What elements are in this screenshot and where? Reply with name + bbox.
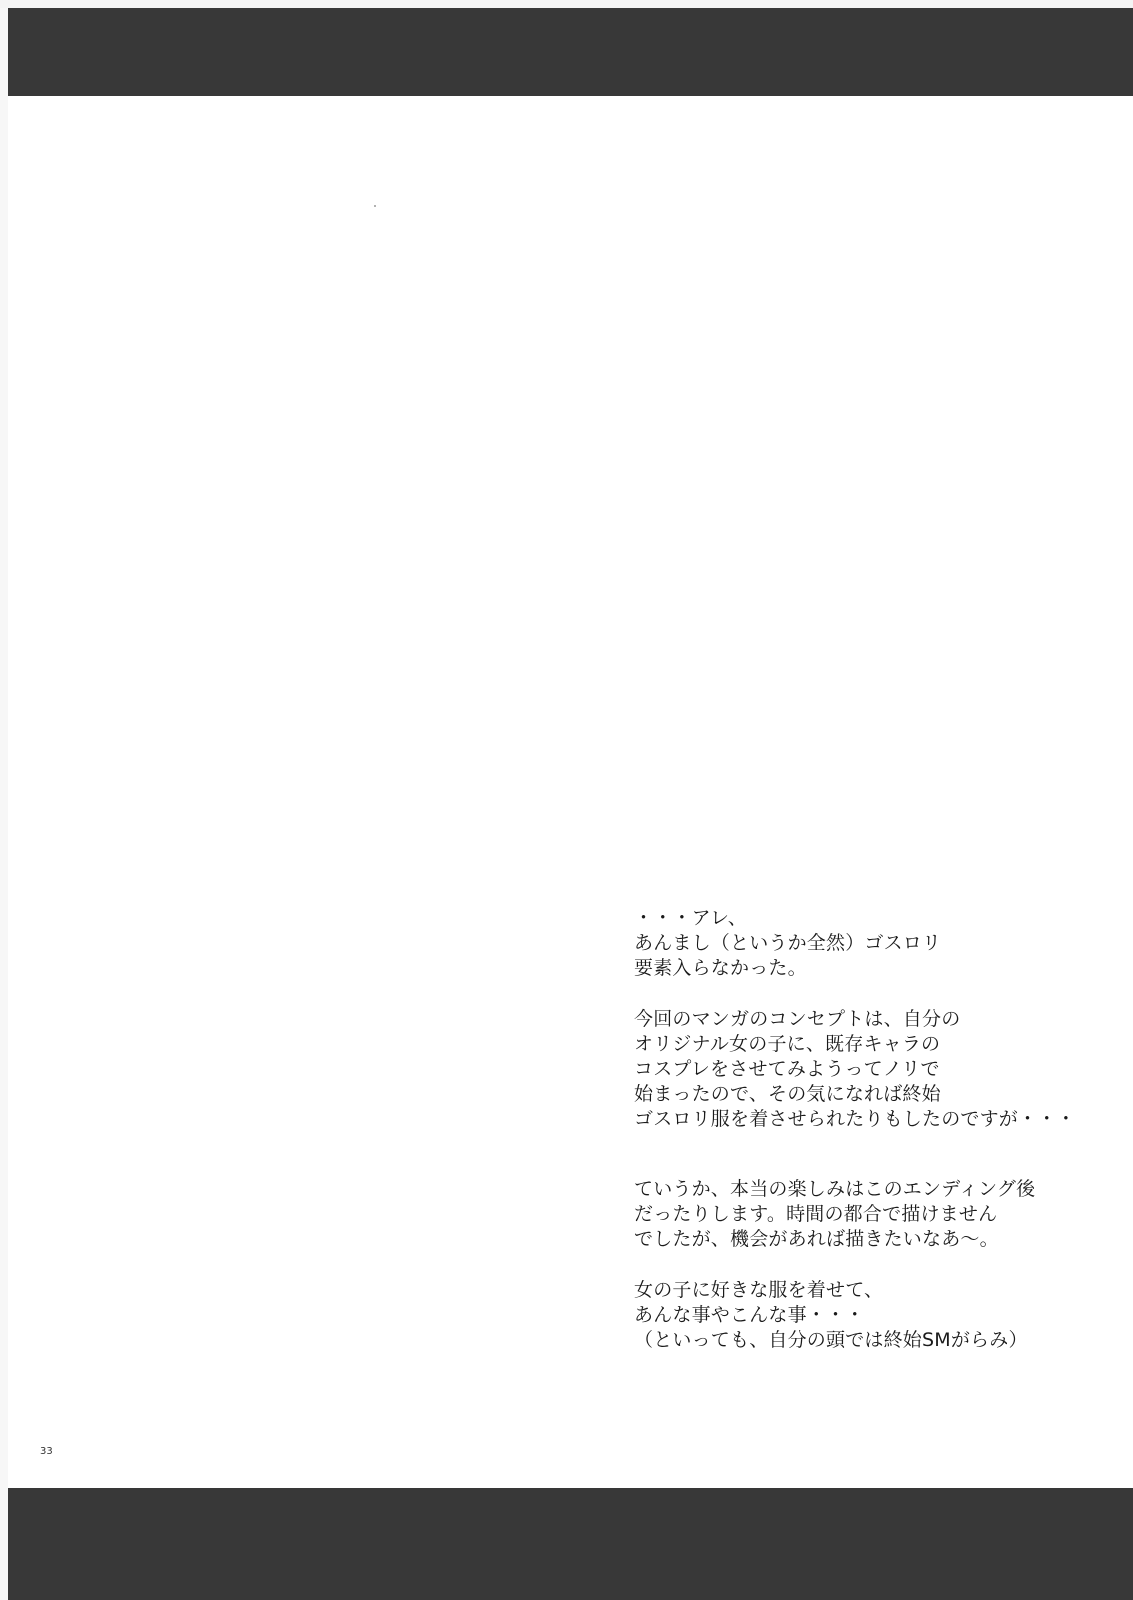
paragraph-spacer xyxy=(634,981,1114,1007)
text-line: 始まったので、その気になれば終始 xyxy=(634,1083,941,1105)
afterword-text xyxy=(634,906,1114,1353)
text-line: 女の子に好きな服を着せて、 xyxy=(634,1279,884,1301)
text-line: だったりします。時間の都合で描けません xyxy=(634,1203,998,1225)
text-line: ・・・アレ、 xyxy=(634,907,747,929)
text-line: ゴスロリ服を着させられたりもしたのですが・・・ xyxy=(634,1108,1076,1130)
text-line: あんまし（というか全然）ゴスロリ xyxy=(634,932,942,954)
paragraph-3 xyxy=(634,1177,1114,1252)
text-line: ていうか、本当の楽しみはこのエンディング後 xyxy=(634,1178,1036,1200)
paragraph-spacer xyxy=(634,1252,1114,1278)
paragraph-4 xyxy=(634,1278,1114,1353)
text-line: あんな事やこんな事・・・ xyxy=(634,1304,865,1326)
text-line: オリジナル女の子に、既存キャラの xyxy=(634,1033,941,1055)
text-line: 今回のマンガのコンセプトは、自分の xyxy=(634,1008,961,1030)
text-line: でしたが、機会があれば描きたいなあ～。 xyxy=(634,1228,999,1250)
bottom-border-bar xyxy=(8,1488,1133,1600)
scan-top-edge xyxy=(0,0,1133,8)
paragraph-2 xyxy=(634,1007,1114,1132)
paragraph-1 xyxy=(634,906,1114,981)
text-line: 要素入らなかった。 xyxy=(634,957,807,979)
scan-left-edge xyxy=(0,0,8,1600)
paragraph-spacer xyxy=(634,1132,1114,1177)
page-number: 33 xyxy=(40,1446,53,1457)
text-line: （といっても、自分の頭では終始SMがらみ） xyxy=(634,1329,1028,1351)
top-border-bar xyxy=(8,8,1133,96)
text-line: コスプレをさせてみようってノリで xyxy=(634,1058,940,1080)
paper-speck xyxy=(374,205,376,207)
